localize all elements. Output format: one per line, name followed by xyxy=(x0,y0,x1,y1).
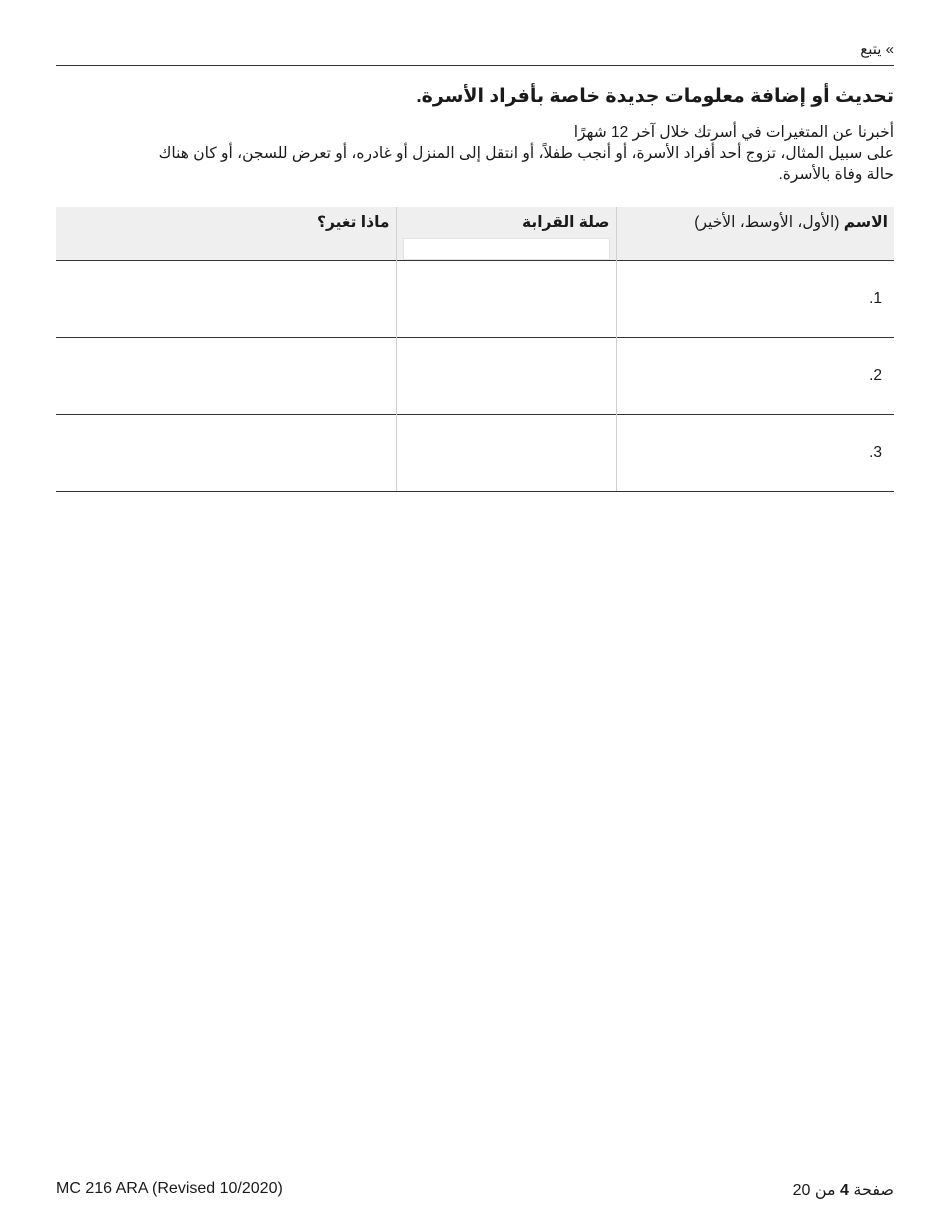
header-name-hint: (الأول، الأوسط، الأخير) xyxy=(694,214,840,231)
table-row xyxy=(56,415,894,492)
intro-line-1: أخبرنا عن المتغيرات في أسرتك خلال آخر 12 شهرًا xyxy=(573,124,894,141)
page-of: من xyxy=(814,1182,836,1199)
header-what-changed xyxy=(56,207,396,261)
name-field[interactable] xyxy=(616,261,894,338)
table-row xyxy=(56,261,894,338)
page-total: 20 xyxy=(792,1182,811,1199)
intro-line-3: حالة وفاة بالأسرة. xyxy=(778,166,894,183)
header-what-changed-label: ماذا تغير؟ xyxy=(316,214,390,231)
what-changed-field[interactable] xyxy=(56,338,396,415)
form-id: MC 216 ARA (Revised 10/2020) xyxy=(56,1180,283,1197)
row-number: 2. xyxy=(869,367,882,384)
what-changed-field[interactable] xyxy=(56,415,396,492)
header-name xyxy=(616,207,894,261)
name-field[interactable] xyxy=(616,338,894,415)
top-divider xyxy=(56,65,894,66)
header-name-label: الاسم xyxy=(843,214,888,231)
header-relationship-label: صلة القرابة xyxy=(522,214,610,231)
header-relationship xyxy=(396,207,616,261)
section-intro xyxy=(56,122,894,185)
page-number xyxy=(793,1180,894,1200)
table-row xyxy=(56,338,894,415)
row-number: 1. xyxy=(869,290,882,307)
family-members-table xyxy=(56,207,894,492)
relationship-header-field[interactable] xyxy=(403,238,610,260)
page-label: صفحة xyxy=(853,1182,894,1199)
intro-line-2: على سبيل المثال، تزوج أحد أفراد الأسرة، أو أنجب طفلاً، أو انتقل إلى المنزل أو غادره، أو تعرض للسجن، أو كان هناك xyxy=(158,145,894,162)
relationship-field[interactable] xyxy=(396,415,616,492)
what-changed-field[interactable] xyxy=(56,261,396,338)
section-title: تحديث أو إضافة معلومات جديدة خاصة بأفراد الأسرة. xyxy=(416,86,894,107)
continued-label: » يتبع xyxy=(860,41,894,58)
page-current: 4 xyxy=(840,1182,849,1199)
table-header-row xyxy=(56,207,894,261)
name-field[interactable] xyxy=(616,415,894,492)
row-number: 3. xyxy=(869,444,882,461)
relationship-field[interactable] xyxy=(396,261,616,338)
relationship-field[interactable] xyxy=(396,338,616,415)
